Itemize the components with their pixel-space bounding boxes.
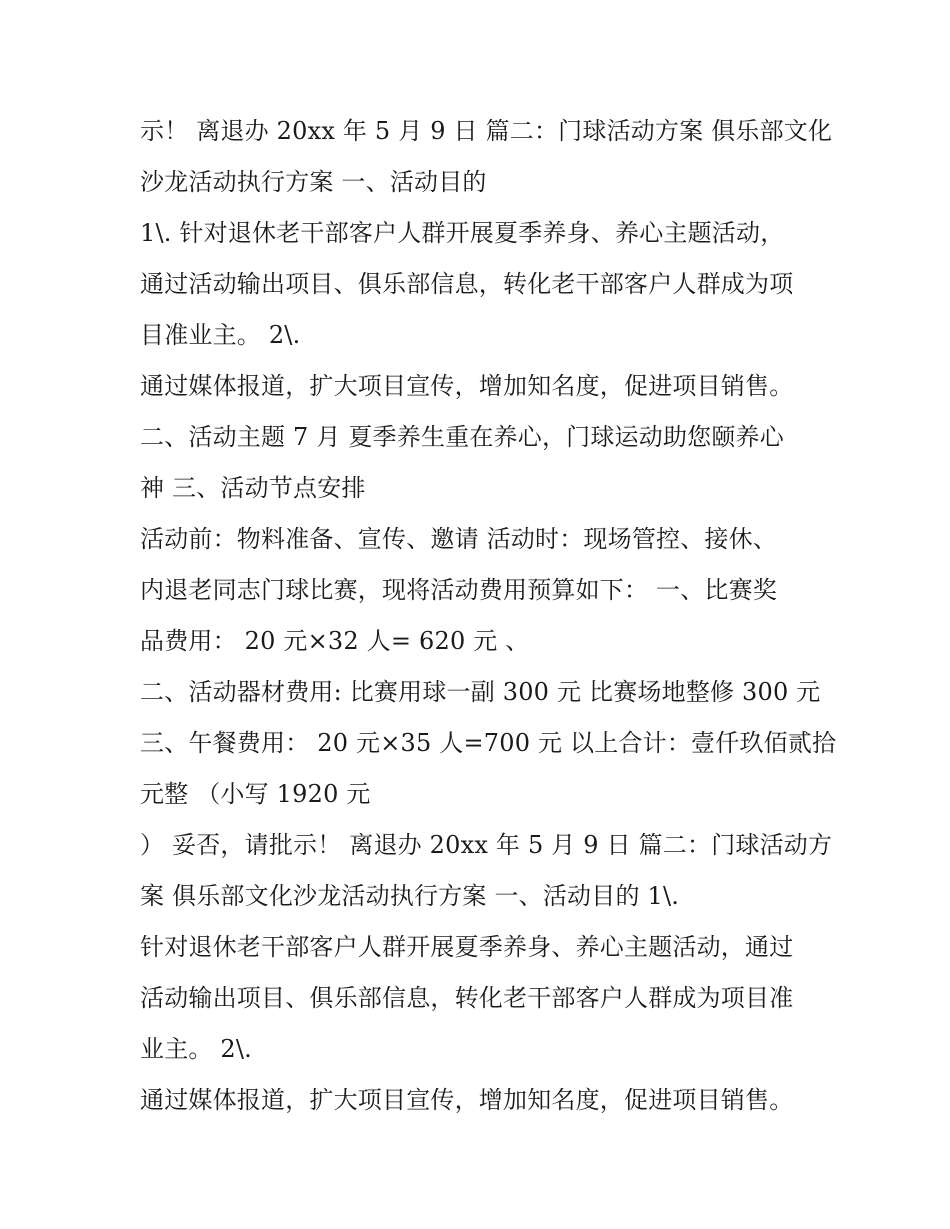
text-line: ） 妥否，请批示！ 离退办 20xx 年 5 月 9 日 篇二：门球活动方 — [140, 831, 833, 859]
text-line: 活动前：物料准备、宣传、邀请 活动时：现场管控、接休、 — [140, 525, 778, 553]
text-line: 品费用： 20 元×32 人= 620 元 、 — [140, 627, 530, 655]
text-line: 目准业主。 2\. — [140, 321, 301, 349]
text-line: 二、活动主题 7 月 夏季养生重在养心，门球运动助您颐养心 — [140, 423, 784, 451]
text-line: 内退老同志门球比赛，现将活动费用预算如下： 一、比赛奖 — [140, 576, 778, 604]
text-line: 针对退休老干部客户人群开展夏季养身、养心主题活动，通过 — [140, 933, 794, 961]
text-line: 活动输出项目、俱乐部信息，转化老干部客户人群成为项目准 — [140, 984, 794, 1012]
text-line: 案 俱乐部文化沙龙活动执行方案 一、活动目的 1\. — [140, 882, 680, 910]
text-line: 业主。 2\. — [140, 1035, 253, 1063]
text-line: 通过活动输出项目、俱乐部信息，转化老干部客户人群成为项 — [140, 270, 794, 298]
text-line: 示！ 离退办 20xx 年 5 月 9 日 篇二：门球活动方案 俱乐部文化 — [140, 117, 833, 145]
text-line: 元整 （小写 1920 元 — [140, 780, 371, 808]
text-line: 通过媒体报道，扩大项目宣传，增加知名度，促进项目销售。 — [140, 372, 794, 400]
text-line: 1\. 针对退休老干部客户人群开展夏季养身、养心主题活动， — [140, 219, 785, 247]
document-body — [140, 106, 837, 1126]
text-line: 沙龙活动执行方案 一、活动目的 — [140, 168, 487, 196]
text-line: 通过媒体报道，扩大项目宣传，增加知名度，促进项目销售。 — [140, 1086, 794, 1114]
text-line: 二、活动器材费用: 比赛用球一副 300 元 比赛场地整修 300 元 — [140, 678, 821, 706]
text-line: 神 三、活动节点安排 — [140, 474, 366, 502]
text-line: 三、午餐费用： 20 元×35 人=700 元 以上合计：壹仟玖佰贰拾 — [140, 729, 837, 757]
